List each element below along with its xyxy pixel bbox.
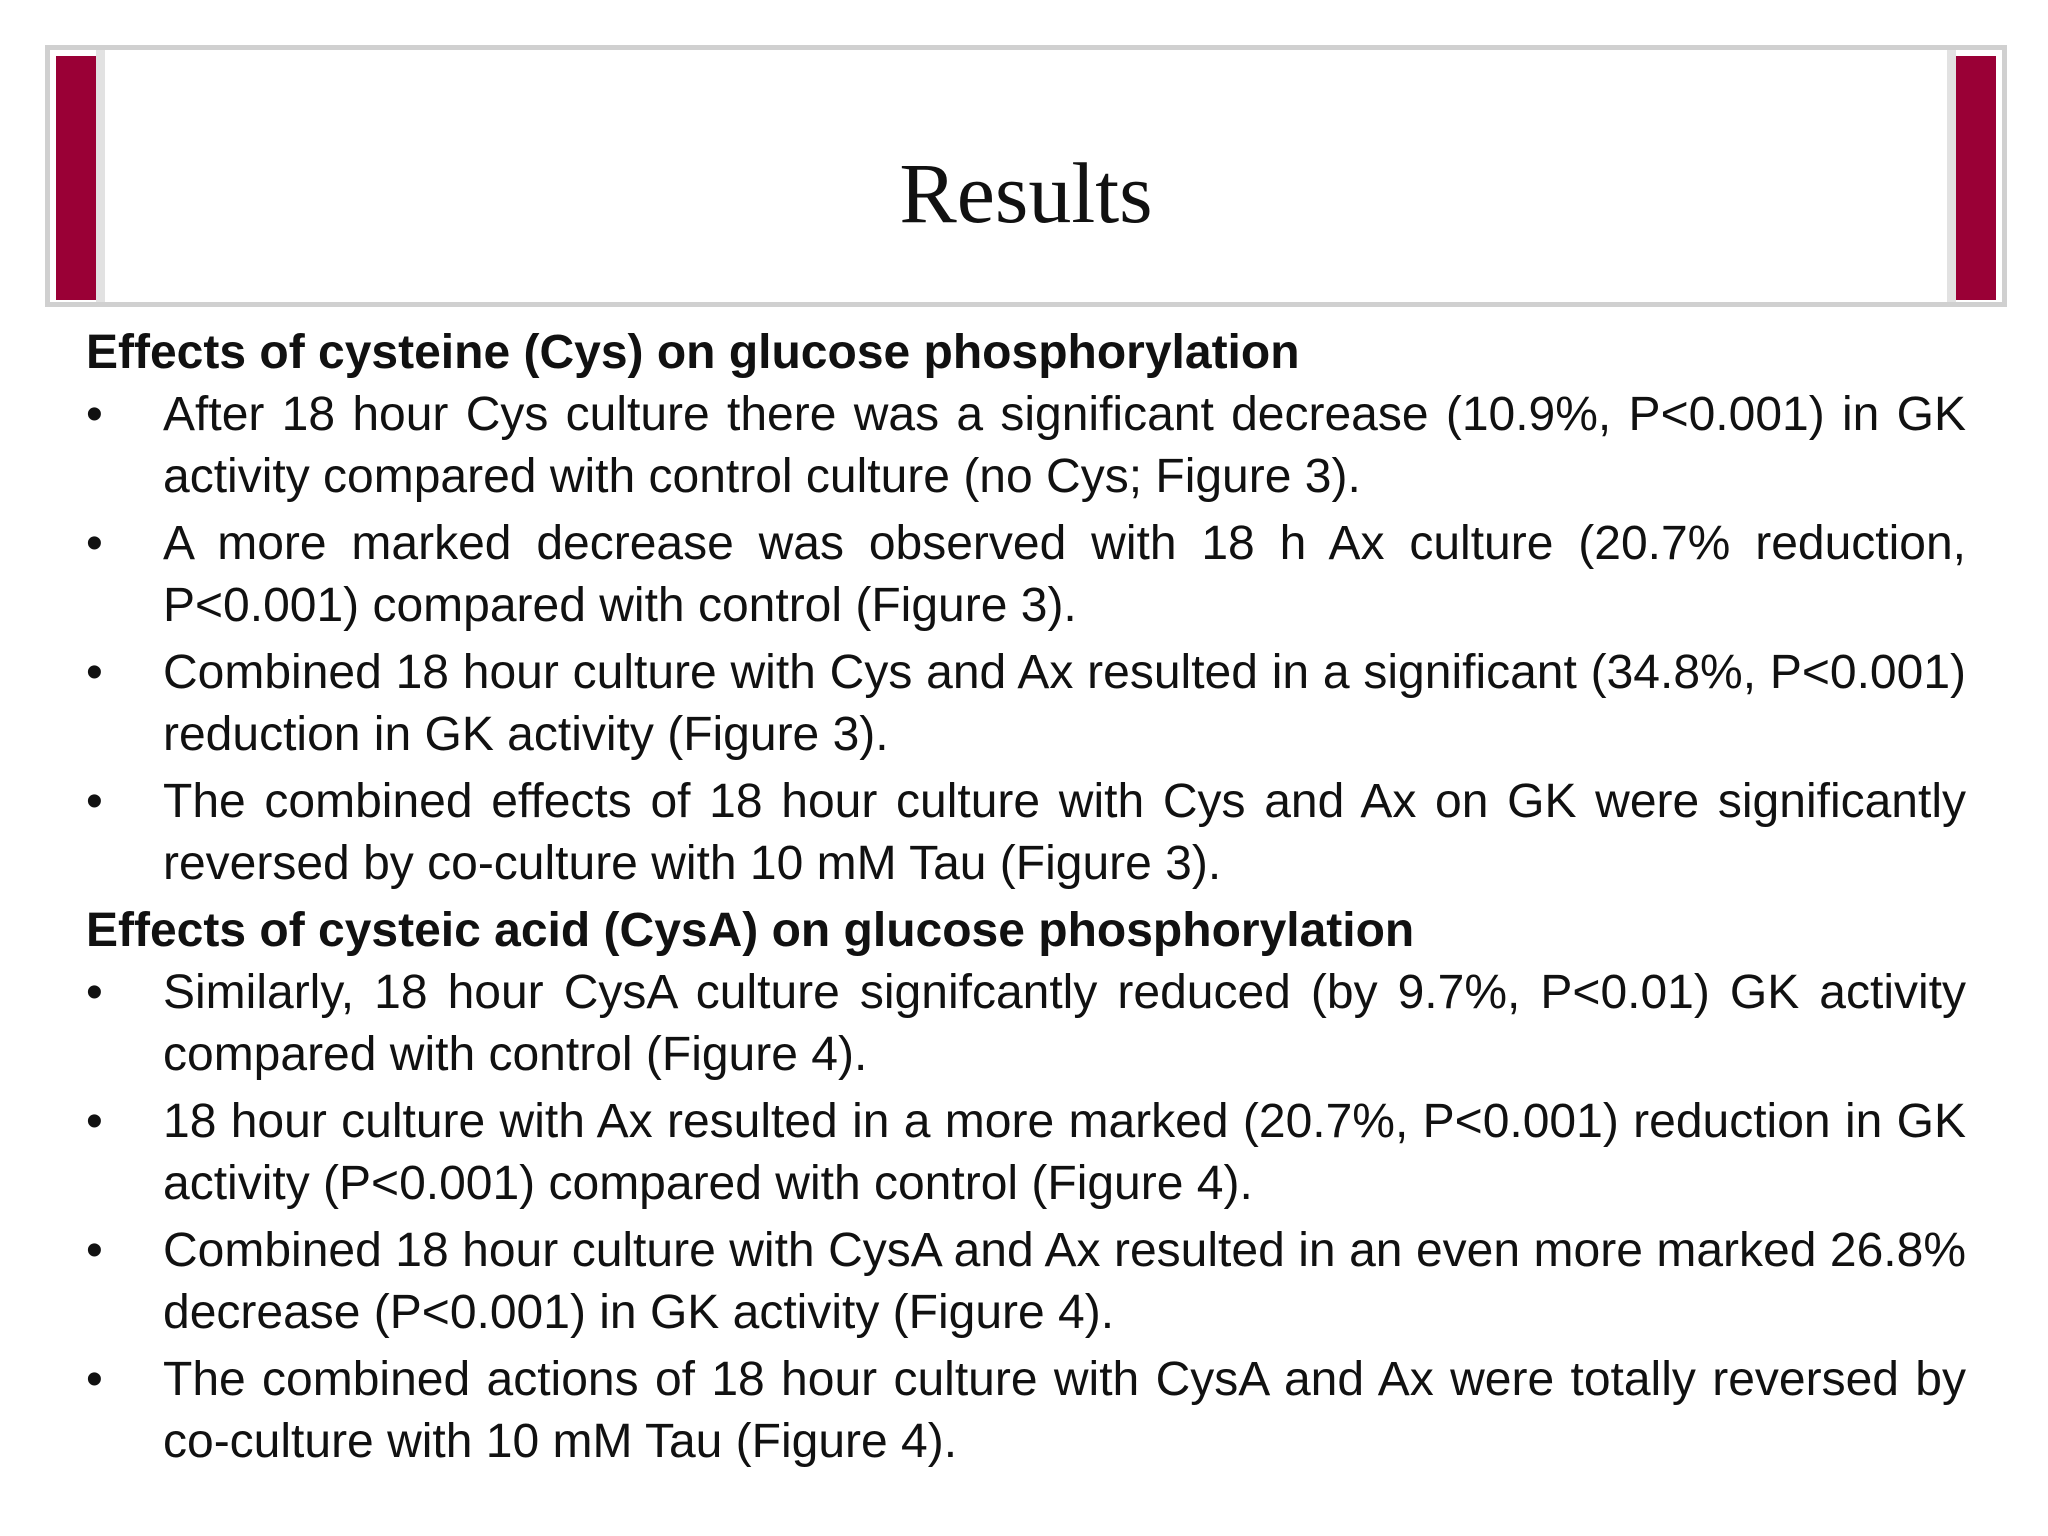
bullet-glyph: • [86,775,103,828]
bullet-item [86,642,1966,766]
bullet-glyph: • [86,1353,103,1406]
bullet-text: Combined 18 hour culture with CysA and Ax resulted in an even more marked 26.8% decrease (P<0.001) in GK activity (Figure 4). [163,1224,1966,1339]
bullet-text: Combined 18 hour culture with Cys and Ax resulted in a significant (34.8%, P<0.001) reduction in GK activity (Figure 3). [163,646,1966,761]
bullet-item [86,1220,1966,1344]
bullet-list-cysa [86,962,1966,1473]
bullet-text: A more marked decrease was observed with 18 h Ax culture (20.7% reduction, P<0.001) compared with control (Figure 3). [163,517,1966,632]
section-heading-cys: Effects of cysteine (Cys) on glucose phosphorylation [86,326,1300,379]
title-band [45,45,2007,307]
bullet-item [86,513,1966,637]
bullet-text: After 18 hour Cys culture there was a significant decrease (10.9%, P<0.001) in GK activity compared with control culture (no Cys; Figure 3). [163,388,1966,503]
bullet-item [86,1091,1966,1215]
bullet-text: The combined effects of 18 hour culture with Cys and Ax on GK were significantly reversed by co-culture with 10 mM Tau (Figure 3). [163,775,1966,890]
bullet-item [86,771,1966,895]
bullet-glyph: • [86,517,103,570]
slide-title: Results [899,145,1153,241]
bullet-glyph: • [86,1095,103,1148]
bullet-glyph: • [86,966,103,1019]
slide-content [86,322,1966,1478]
bullet-glyph: • [86,646,103,699]
bullet-item [86,384,1966,508]
bullet-item [86,962,1966,1086]
section-heading-cysa: Effects of cysteic acid (CysA) on glucose phosphorylation [86,904,1415,957]
bullet-list-cys [86,384,1966,895]
bullet-item [86,1349,1966,1473]
bullet-text: The combined actions of 18 hour culture with CysA and Ax were totally reversed by co-culture with 10 mM Tau (Figure 4). [163,1353,1966,1468]
bullet-glyph: • [86,388,103,441]
bullet-text: 18 hour culture with Ax resulted in a more marked (20.7%, P<0.001) reduction in GK activity (P<0.001) compared with control (Figure 4). [163,1095,1966,1210]
bullet-text: Similarly, 18 hour CysA culture signifcantly reduced (by 9.7%, P<0.01) GK activity compared with control (Figure 4). [163,966,1966,1081]
bullet-glyph: • [86,1224,103,1277]
